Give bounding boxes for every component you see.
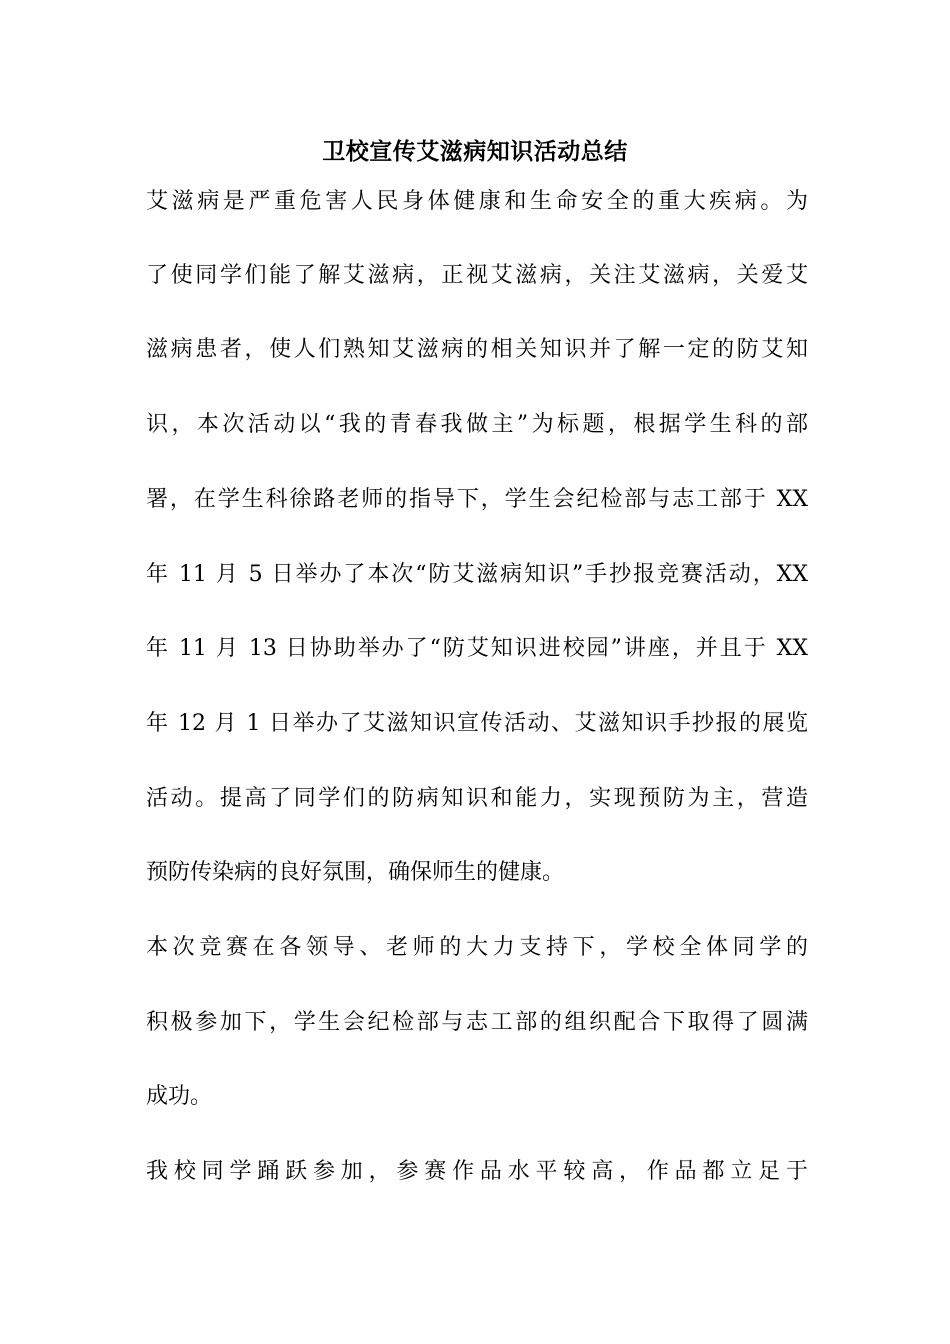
document-title: 卫校宣传艾滋病知识活动总结 — [322, 138, 628, 165]
text-line: 署，在学生科徐路老师的指导下，学生会纪检部与志工部于 XX — [146, 487, 808, 512]
text-line: 我校同学踊跃参加，参赛作品水平较高，作品都立足于 — [146, 1159, 808, 1184]
text-line: 成功。 — [146, 1084, 213, 1109]
text-line: 活动。提高了同学们的防病知识和能力，实现预防为主，营造 — [146, 786, 808, 811]
text-line: 艾滋病是严重危害人民身体健康和生命安全的重大疾病。为 — [146, 189, 808, 214]
text-line: 年 11 月 13 日协助举办了“防艾知识进校园”讲座，并且于 XX — [146, 636, 808, 661]
text-line: 本次竞赛在各领导、老师的大力支持下，学校全体同学的 — [146, 935, 808, 960]
text-line: 滋病患者，使人们熟知艾滋病的相关知识并了解一定的防艾知 — [146, 337, 808, 362]
text-line: 积极参加下，学生会纪检部与志工部的组织配合下取得了圆满 — [146, 1010, 808, 1035]
text-line: 识，本次活动以“我的青春我做主”为标题，根据学生科的部 — [146, 412, 808, 437]
text-line: 了使同学们能了解艾滋病，正视艾滋病，关注艾滋病，关爱艾 — [146, 263, 808, 288]
text-line: 年 11 月 5 日举办了本次“防艾滋病知识”手抄报竞赛活动，XX — [146, 562, 808, 587]
text-line: 预防传染病的良好氛围，确保师生的健康。 — [146, 860, 565, 885]
text-line: 年 12 月 1 日举办了艾滋知识宣传活动、艾滋知识手抄报的展览 — [146, 711, 808, 736]
